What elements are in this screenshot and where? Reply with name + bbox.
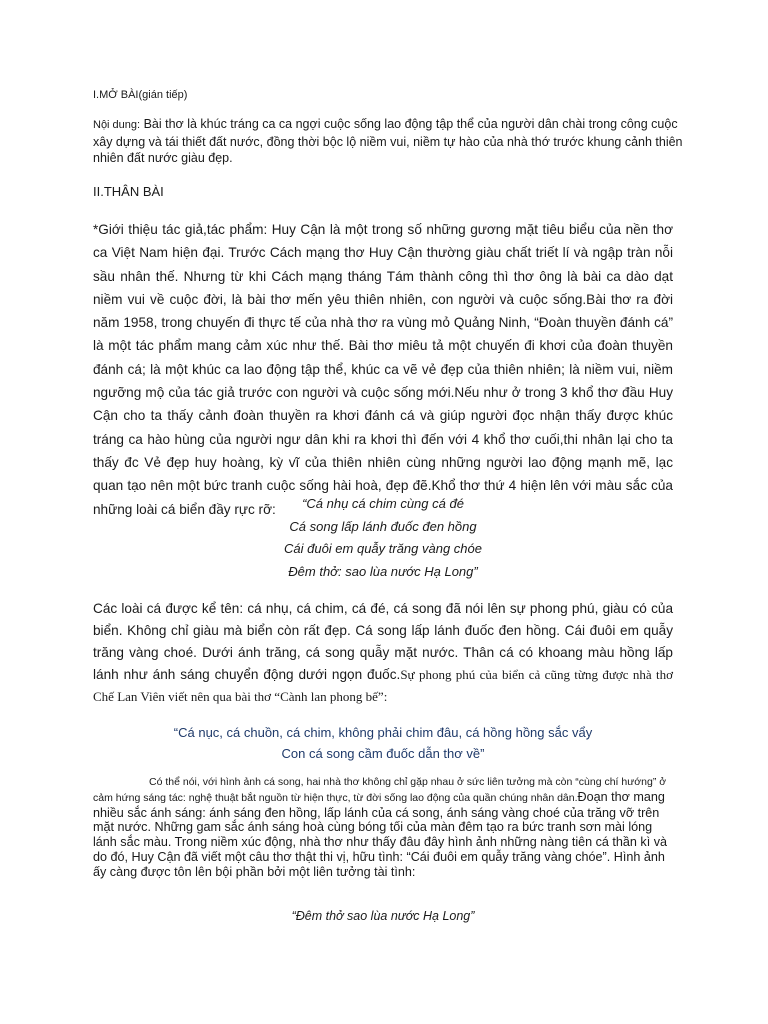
commentary-text: Đoạn thơ mang nhiều sắc ánh sáng: ánh sáng đen hồng, lấp lánh của cá song, ánh sáng vàng choé của trăng vỡ trên mặt nước. Những gam sắc ánh sáng hoà cùng bóng tối của màn đêm tạo ra bức tranh sơn mài lóng lánh sắc màu. Trong niềm xúc động, nhà thơ như thấy đâu đây hình ảnh những nàng tiên cá thần kì và do đó, Huy Cận đã viết một câu thơ thật thi vị, hữu tình: “Cái đuôi em quẫy trăng vàng chóe”. Hình ảnh ấy càng được tôn lên bội phần bởi một liên tưởng tài tình: <box>93 789 668 879</box>
intro-content <box>93 116 683 167</box>
analysis-paragraph <box>93 598 673 708</box>
commentary-small-text: Có thể nói, với hình ảnh cá song, hai nhà thơ không chỉ gặp nhau ở sức liên tưởng mà còn “cùng chí hướng” ở cảm hứng sáng tác: nghệ thuật bắt nguồn từ hiện thực, từ đời sống lao động của quần chúng nhân dân. <box>93 776 667 804</box>
intro-label: Nội dung: <box>93 119 141 131</box>
quoted-verse-line: Con cá song cầm đuốc dẫn thơ về” <box>281 746 485 761</box>
quoted-verse <box>93 722 673 764</box>
poem-line: “Cá nhụ cá chim cùng cá đé <box>302 496 464 511</box>
commentary-paragraph <box>93 774 673 880</box>
closing-quote: “Đêm thở sao lùa nước Hạ Long” <box>291 909 475 923</box>
section-heading-intro: I.MỞ BÀI(gián tiếp) <box>93 89 188 101</box>
poem-line: Đêm thở: sao lùa nước Hạ Long” <box>288 563 478 579</box>
quoted-verse-line: “Cá nục, cá chuồn, cá chim, không phải chim đâu, cá hồng hồng sắc vẩy <box>173 725 593 740</box>
poem-line: Cá song lấp lánh đuốc đen hồng <box>289 518 477 534</box>
intro-text: Bài thơ là khúc tráng ca ca ngợi cuộc sống lao động tập thể của người dân chài trong công cuộc xây dựng và tái thiết đất nước, đồng thời bộc lộ niềm vui, niềm tự hào của nhà thớ trước khung cảnh thiên nhiên đất nước giàu đẹp. <box>93 117 683 165</box>
analysis-text: Các loài cá được kể tên: cá nhụ, cá chim, cá đé, cá song đã nói lên sự phong phú, giàu có của biển. Không chỉ giàu mà biển còn rất đẹp. Cá song lấp lánh đuốc đen hồng. Cái đuôi em quẫy trăng vàng choé. Dưới ánh trăng, cá song quẫy mặt nước. Thân cá có khoang màu hồng lấp lánh như ánh sáng chuyển động dưới ngọn đuốc. <box>93 601 673 682</box>
main-paragraph: *Giới thiệu tác giả,tác phẩm: Huy Cận là một trong số những gương mặt tiêu biểu của nền thơ ca Việt Nam hiện đại. Trước Cách mạng thơ Huy Cận thường giàu chất triết lí và ngập tràn nỗi sầu nhân thế. Nhưng từ khi Cách mạng tháng Tám thành công thì thơ ông là bài ca dào dạt niềm vui về cuộc đời, là bài thơ mến yêu thiên nhiên, con người và cuộc sống.Bài thơ ra đời năm 1958, trong chuyến đi thực tế của nhà thơ ra vùng mỏ Quảng Ninh, “Đoàn thuyền đánh cá” là một tác phẩm mang cảm xúc như thế. Bài thơ miêu tả một chuyến đi khơi của đoàn thuyền đánh cá; là một khúc ca lao động tập thể, khúc ca vẽ vẻ đẹp của thiên nhiên; là niềm vui, niềm ngưỡng mộ của tác giả trước con người và cuộc sống mới.Nếu như ở trong 3 khổ thơ đầu Huy Cận cho ta thấy cảnh đoàn thuyền ra khơi đánh cá và giúp người đọc nhận thấy được khúc tráng ca hào hùng của người ngư dân khi ra khơi thì đến với 4 khổ thơ cuối,thi nhân lại cho ta thấy đc Vẻ đẹp huy hoàng, kỳ vĩ của thiên nhiên cùng những người lao động mạnh mẽ, lạc quan tạo nên một bức tranh cuộc sống hài hoà, đẹp đẽ.Khổ thơ thứ 4 hiện lên với màu sắc của những loài cá biển đầy rực rỡ: <box>93 222 673 517</box>
poem-line: Cái đuôi em quẫy trăng vàng chóe <box>283 541 482 556</box>
analysis-serif-text: Sự phong phú của biển cả cũng từng được nhà thơ Chế Lan Viên viết nên qua bài thơ “Cành lan phong bế”: <box>93 667 673 704</box>
section-heading-body: II.THÂN BÀI <box>93 184 164 199</box>
poem-stanza <box>93 493 673 583</box>
